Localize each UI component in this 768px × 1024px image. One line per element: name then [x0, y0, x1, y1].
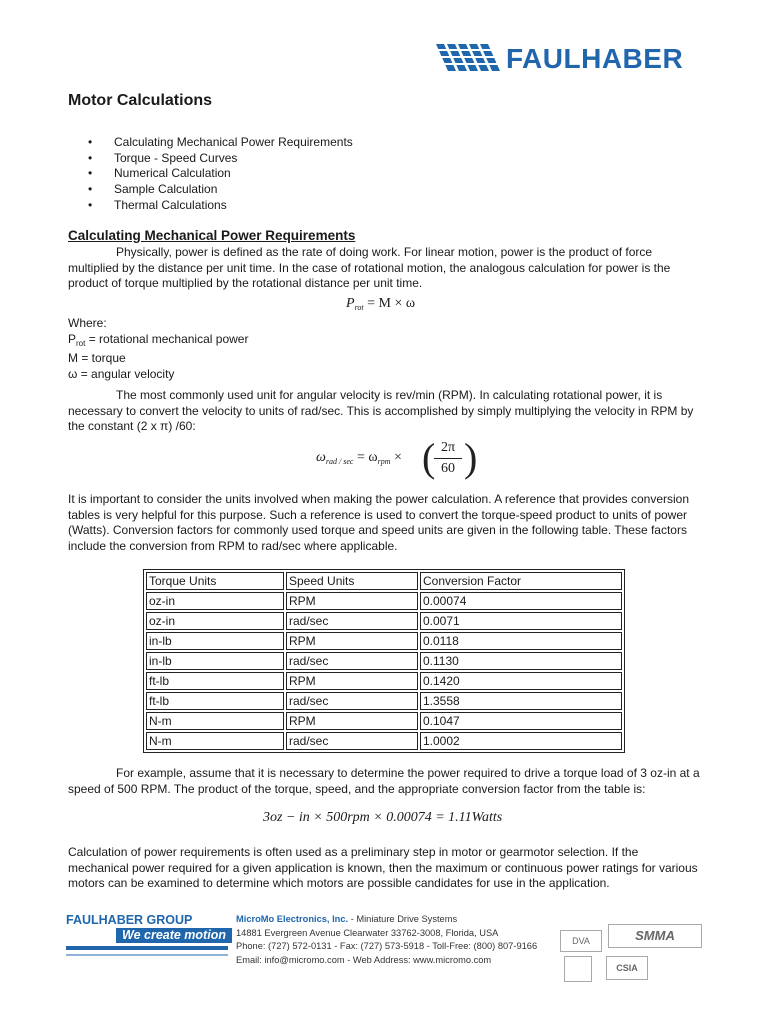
- fraction-numerator: 2π: [434, 438, 462, 459]
- table-row: oz-in rad/sec 0.0071: [146, 612, 622, 630]
- table-row: in-lb RPM 0.0118: [146, 632, 622, 650]
- header-torque-units: Torque Units: [146, 572, 284, 590]
- footer: [66, 910, 706, 982]
- eq1-lhs: P: [346, 296, 355, 311]
- velocity-paragraph: The most commonly used unit for angular velocity is rev/min (RPM). In calculating rotational power, it is necessary to convert the velocity to units of rad/sec. This is accomplished by simply multiplying the velocity in RPM by the constant (2 x π) /60:: [68, 388, 694, 434]
- closing-paragraph: Calculation of power requirements is often used as a preliminary step in motor or gearmotor selection. If the mechanical power required for a given application is known, then the maximum or continuous power ratings for various motors can be examined to determine which motors are possible candidates for use in the application.: [68, 845, 698, 891]
- variable-definitions: [68, 316, 248, 383]
- header-speed-units: Speed Units: [286, 572, 418, 590]
- table-row: ft-lb rad/sec 1.3558: [146, 692, 622, 710]
- table-row: ft-lb RPM 0.1420: [146, 672, 622, 690]
- example-paragraph: For example, assume that it is necessary to determine the power required to drive a torque load of 3 oz-in at a speed of 500 RPM. The product of the torque, speed, and the appropriate conversion factor from the table is:: [68, 766, 700, 796]
- header-conversion-factor: Conversion Factor: [420, 572, 622, 590]
- page-title: Motor Calculations: [68, 92, 213, 109]
- conversion-table: [143, 569, 625, 753]
- dva-badge: DVA: [560, 930, 602, 952]
- velocity-conversion-equation: [316, 435, 478, 482]
- brand-name: FAULHABER: [506, 43, 684, 74]
- company-name: MicroMo Electronics, Inc.: [236, 914, 349, 924]
- toc-item: • Thermal Calculations: [88, 198, 353, 214]
- eq1-lhs-sub: rot: [354, 303, 364, 312]
- faulhaber-group-name: FAULHABER GROUP: [66, 913, 193, 927]
- intro-paragraph: Physically, power is defined as the rate of doing work. For linear motion, power is the product of force multiplied by the distance per unit time. In the case of rotational motion, the analogous calculation for power is the product of torque multiplied by the rotational distance per unit time.: [68, 245, 671, 291]
- def-angular-velocity: ω = angular velocity: [68, 367, 175, 382]
- faulhaber-logo: [436, 42, 704, 76]
- table-row: N-m RPM 0.1047: [146, 712, 622, 730]
- street-address: 14881 Evergreen Avenue Clearwater 33762-3008, Florida, USA: [236, 927, 499, 938]
- fraction: [434, 438, 462, 479]
- example-equation: 3oz − in × 500rpm × 0.00074 = 1.11Watts: [263, 810, 503, 825]
- fraction-denominator: 60: [441, 461, 455, 476]
- footer-accent-bar-light: [66, 954, 228, 956]
- csia-badge: CSIA: [606, 956, 648, 980]
- where-label: Where:: [68, 316, 107, 330]
- toc-item: • Torque - Speed Curves: [88, 151, 353, 167]
- left-paren: (: [422, 435, 436, 480]
- table-row: oz-in RPM 0.00074: [146, 592, 622, 610]
- tagline: We create motion: [116, 928, 232, 943]
- table-row: N-m rad/sec 1.0002: [146, 732, 622, 750]
- toc-item: • Calculating Mechanical Power Requirements: [88, 135, 353, 151]
- right-paren: ): [464, 435, 478, 480]
- certification-seal-icon: [564, 956, 592, 982]
- eq2-left: $\omega_{rad / sec} = \omega_{rpm}$ ×: [316, 450, 402, 466]
- association-badges: [558, 912, 706, 982]
- def-torque: M = torque: [68, 351, 126, 366]
- company-suffix: - Miniature Drive Systems: [348, 914, 458, 924]
- faulhaber-stripes-icon: [436, 44, 500, 71]
- smma-badge: SMMA: [608, 924, 702, 948]
- section-heading: Calculating Mechanical Power Requirements: [68, 228, 356, 243]
- phone-line: Phone: (727) 572-0131 - Fax: (727) 573-5918 - Toll-Free: (800) 807-9166: [236, 941, 538, 952]
- email-line: Email: info@micromo.com - Web Address: www.micromo.com: [236, 955, 492, 966]
- def-prot: $P_{rot}$ = rotational mechanical power: [68, 331, 249, 348]
- company-address-block: [236, 913, 537, 968]
- conversion-paragraph: It is important to consider the units involved when making the power calculation. A reference that provides conversion tables is very helpful for this purpose. Such a reference is used to convert the torque-speed product to units of power (Watts). Conversion factors for commonly used torque and speed units are given in the following table. These factors include the conversion from RPM to rad/sec where applicable.: [68, 492, 690, 554]
- footer-accent-bar: [66, 946, 228, 950]
- toc-item: • Numerical Calculation: [88, 166, 353, 182]
- table-of-contents: [88, 135, 353, 214]
- power-equation: [346, 296, 415, 312]
- table-header-row: [146, 572, 622, 590]
- table-row: in-lb rad/sec 0.1130: [146, 652, 622, 670]
- toc-item: • Sample Calculation: [88, 182, 353, 198]
- eq1-rhs: = M × ω: [367, 296, 416, 311]
